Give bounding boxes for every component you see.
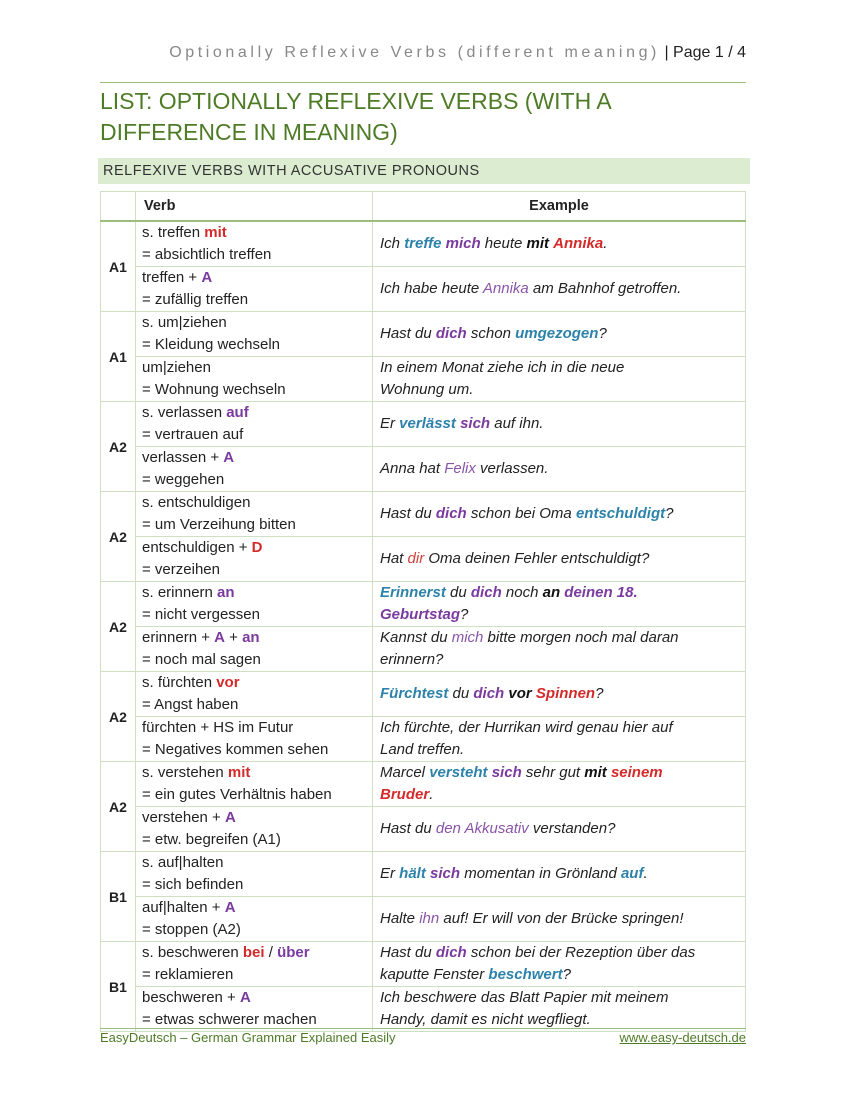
text-segment: seinem [610,764,663,781]
table-row [101,807,746,852]
text-segment: verlassen. [475,460,549,477]
text-segment: über [277,944,310,961]
cell-line [380,683,738,705]
text-segment: ? [665,505,674,522]
text-segment: Hast du [380,325,436,342]
text-segment: A [214,629,225,646]
text-segment: Marcel [380,764,430,781]
verb-cell [136,942,373,987]
text-segment: umgezogen [515,325,599,342]
text-segment: dich [435,325,467,342]
level-cell: B1 [101,852,136,942]
text-segment: Felix [444,460,476,477]
text-segment: Hast du [380,505,436,522]
table-row [101,357,746,402]
text-segment: = etwas schwerer machen [142,1011,317,1028]
cell-line [142,762,366,784]
table-row [101,852,746,897]
text-segment: auf [226,404,249,421]
table-row [101,402,746,447]
text-segment: schon bei der Rezeption über das [466,944,696,961]
cell-line [380,503,738,525]
table-row [101,672,746,717]
text-segment: du [445,584,471,601]
example-cell [373,672,746,717]
cell-line [142,942,366,964]
text-segment: Halte [380,910,420,927]
verb-cell [136,582,373,627]
text-segment: noch [501,584,543,601]
table-row [101,627,746,672]
text-segment: den Akkusativ [435,820,529,837]
verb-cell [136,897,373,942]
level-cell: A2 [101,672,136,762]
text-segment: A [223,449,235,466]
table-row [101,762,746,807]
text-segment: Ich habe heute [380,280,483,297]
text-segment: deinen 18. [564,584,638,601]
text-segment: treffen + [142,269,202,286]
text-segment: verlassen + [142,449,224,466]
cell-line [142,267,366,289]
text-segment: s. erinnern [142,584,218,601]
text-segment: du [448,685,474,702]
text-segment: entschuldigt [575,505,666,522]
cell-line [380,739,738,761]
text-segment: mit [227,764,251,781]
text-segment: vor [508,685,532,702]
cell-line [380,582,738,604]
text-segment: mit [584,764,607,781]
page-header [100,44,746,83]
example-cell [373,221,746,267]
text-segment: . [429,786,434,803]
section-heading: RELFEXIVE VERBS WITH ACCUSATIVE PRONOUNS [98,158,750,184]
text-segment: vor [216,674,240,691]
text-segment: fürchten + HS im Futur [142,719,294,736]
cell-line [380,627,738,649]
text-segment: + [224,629,243,646]
text-segment: Hast du [380,820,436,837]
table-row [101,221,746,267]
cell-line [142,222,366,244]
cell-line [142,447,366,469]
text-segment: schon bei Oma [466,505,576,522]
table-row [101,492,746,537]
text-segment: Hat [380,550,408,567]
text-segment: = sich befinden [142,876,244,893]
text-segment: heute [480,235,527,252]
verb-table [100,191,746,1032]
text-segment: verlässt [399,415,456,432]
example-cell [373,897,746,942]
text-segment: schon [466,325,516,342]
text-segment: Ich fürchte, der Hurrikan wird genau hier auf [380,719,673,736]
text-segment: = ein gutes Verhältnis haben [142,786,332,803]
cell-line [380,649,738,671]
header-separator: | [660,44,674,61]
cell-line [142,604,366,626]
text-segment: am Bahnhof getroffen. [528,280,682,297]
cell-line [142,627,366,649]
cell-line [380,762,738,784]
table-row [101,897,746,942]
cell-line [380,942,738,964]
verb-cell [136,807,373,852]
text-segment: s. um|ziehen [142,314,227,331]
text-segment: treffe [404,235,442,252]
verb-cell [136,267,373,312]
text-segment: beschwert [488,966,563,983]
cell-line [380,379,738,401]
footer-brand: EasyDeutsch – German Grammar Explained Easily [100,1030,396,1045]
text-segment: Anna hat [380,460,445,477]
verb-cell [136,492,373,537]
cell-line [380,717,738,739]
example-cell [373,942,746,987]
text-segment: bitte morgen noch mal daran [483,629,679,646]
verb-cell [136,672,373,717]
text-segment: erinnern + [142,629,215,646]
text-segment: um|ziehen [142,359,211,376]
verb-cell [136,537,373,582]
text-segment: s. beschweren [142,944,243,961]
verb-cell [136,627,373,672]
verb-cell [136,987,373,1032]
text-segment: D [251,539,263,556]
text-segment: = reklamieren [142,966,234,983]
verb-cell [136,852,373,897]
level-cell: A2 [101,582,136,672]
text-segment: an [242,629,260,646]
table-row [101,717,746,762]
text-segment: verstehen + [142,809,225,826]
cell-line [142,469,366,491]
text-segment: Annika [553,235,604,252]
table-header-row [101,192,746,222]
text-segment: sehr gut [521,764,585,781]
text-segment: dich [435,505,467,522]
cell-line [380,278,738,300]
cell-line [380,323,738,345]
example-cell [373,402,746,447]
level-cell: A2 [101,492,136,582]
verb-cell [136,312,373,357]
text-segment: kaputte Fenster [380,966,489,983]
table-row [101,987,746,1032]
cell-line [142,784,366,806]
text-segment: = vertrauen auf [142,426,244,443]
example-cell [373,987,746,1032]
verb-cell [136,762,373,807]
cell-line [142,537,366,559]
text-segment: mit [526,235,549,252]
page-footer [100,1028,746,1049]
text-segment: = Angst haben [142,696,239,713]
text-segment: auf! Er will von der Brücke springen! [439,910,684,927]
cell-line [142,244,366,266]
text-segment: = Wohnung wechseln [142,381,286,398]
text-segment: s. fürchten [142,674,217,691]
example-column-header: Example [373,192,746,222]
text-segment: Annika [482,280,529,297]
text-segment: Oma deinen Fehler entschuldigt? [424,550,650,567]
level-cell: A2 [101,762,136,852]
cell-line [142,514,366,536]
text-segment: sich [430,865,461,882]
text-segment: an [542,584,561,601]
cell-line [142,874,366,896]
table-row [101,582,746,627]
cell-line [142,334,366,356]
example-cell [373,627,746,672]
text-segment: Ich beschwere das Blatt Papier mit meinem [380,989,669,1006]
text-segment: s. verstehen [142,764,228,781]
text-segment: / [264,944,278,961]
verb-cell [136,717,373,762]
example-cell [373,447,746,492]
cell-line [380,604,738,626]
text-segment: ? [460,606,469,623]
document-title: LIST: OPTIONALLY REFLEXIVE VERBS (WITH A DIFFERENCE IN MEANING) [100,88,611,145]
level-column-header [101,192,136,222]
example-cell [373,537,746,582]
text-segment: dir [407,550,425,567]
example-cell [373,357,746,402]
text-segment: Er [380,865,400,882]
text-segment: A [239,989,251,1006]
text-segment: = um Verzeihung bitten [142,516,296,533]
text-segment: Erinnerst [380,584,446,601]
text-segment: dich [473,685,505,702]
text-segment: ihn [419,910,440,927]
cell-line [142,807,366,829]
text-segment: A [224,809,236,826]
cell-line [142,492,366,514]
verb-cell [136,447,373,492]
text-segment: ? [595,685,604,702]
text-segment: verstanden? [528,820,616,837]
text-segment: ? [598,325,607,342]
cell-line [380,357,738,379]
text-segment: A [224,899,236,916]
text-segment: momentan in Grönland [460,865,621,882]
cell-line [380,908,738,930]
text-segment: Spinnen [535,685,596,702]
text-segment: Hast du [380,944,436,961]
text-segment: Er [380,415,400,432]
text-segment: = nicht vergessen [142,606,260,623]
cell-line [142,402,366,424]
text-segment: = weggehen [142,471,225,488]
cell-line [380,458,738,480]
text-segment: dich [470,584,502,601]
text-segment: auf|halten + [142,899,225,916]
cell-line [142,717,366,739]
cell-line [142,987,366,1009]
text-segment: . [643,865,648,882]
example-cell [373,852,746,897]
example-cell [373,807,746,852]
example-cell [373,717,746,762]
cell-line [142,312,366,334]
text-segment: beschweren + [142,989,240,1006]
text-segment: s. treffen [142,224,205,241]
cell-line [142,672,366,694]
cell-line [380,784,738,806]
text-segment: Wohnung um. [380,381,474,398]
text-segment: s. verlassen [142,404,227,421]
text-segment: = verzeihen [142,561,220,578]
table-row [101,537,746,582]
text-segment: erinnern? [380,651,444,668]
cell-line [142,289,366,311]
text-segment: mit [204,224,227,241]
cell-line [380,964,738,986]
cell-line [142,559,366,581]
table-row [101,267,746,312]
verb-column-header: Verb [136,192,373,222]
level-cell: A2 [101,402,136,492]
cell-line [142,897,366,919]
table-body [101,221,746,1032]
text-segment: = etw. begreifen (A1) [142,831,281,848]
footer-link[interactable]: www.easy-deutsch.de [619,1030,746,1045]
cell-line [380,818,738,840]
text-segment: versteht [429,764,488,781]
text-segment: Kannst du [380,629,452,646]
cell-line [142,919,366,941]
table-row [101,447,746,492]
text-segment: sich [460,415,491,432]
verb-cell [136,221,373,267]
text-segment: s. entschuldigen [142,494,251,511]
cell-line [142,424,366,446]
text-segment: Geburtstag [380,606,461,623]
cell-line [142,829,366,851]
text-segment: mich [451,629,484,646]
page-number: Page 1 / 4 [673,44,746,61]
text-segment: ? [562,966,571,983]
text-segment: Land treffen. [380,741,465,758]
text-segment: Fürchtest [380,685,449,702]
level-cell: B1 [101,942,136,1032]
text-segment: Handy, damit es nicht wegfliegt. [380,1011,591,1028]
text-segment: sich [491,764,522,781]
text-segment: entschuldigen + [142,539,252,556]
cell-line [380,233,738,255]
cell-line [142,649,366,671]
example-cell [373,312,746,357]
running-title: Optionally Reflexive Verbs (different meaning) [169,44,660,61]
verb-cell [136,357,373,402]
text-segment: auf ihn. [490,415,544,432]
text-segment: mich [445,235,481,252]
cell-line [142,582,366,604]
cell-line [380,548,738,570]
text-segment: = stoppen (A2) [142,921,241,938]
cell-line [142,379,366,401]
text-segment: auf [620,865,644,882]
text-segment: = zufällig treffen [142,291,249,308]
cell-line [380,413,738,435]
text-segment: = Negatives kommen sehen [142,741,329,758]
text-segment: Bruder [380,786,430,803]
cell-line [380,987,738,1009]
text-segment: = noch mal sagen [142,651,261,668]
text-segment: A [201,269,213,286]
example-cell [373,582,746,627]
text-segment: bei [242,944,265,961]
level-cell: A1 [101,312,136,402]
cell-line [142,694,366,716]
text-segment: = absichtlich treffen [142,246,272,263]
text-segment: . [603,235,608,252]
cell-line [142,739,366,761]
text-segment: dich [435,944,467,961]
level-cell: A1 [101,221,136,312]
example-cell [373,492,746,537]
text-segment: = Kleidung wechseln [142,336,281,353]
text-segment: In einem Monat ziehe ich in die neue [380,359,625,376]
cell-line [142,964,366,986]
text-segment: s. auf|halten [142,854,224,871]
cell-line [142,357,366,379]
table-row [101,942,746,987]
text-segment: Ich [380,235,405,252]
text-segment: an [217,584,235,601]
example-cell [373,267,746,312]
cell-line [142,852,366,874]
verb-cell [136,402,373,447]
table-row [101,312,746,357]
example-cell [373,762,746,807]
cell-line [380,863,738,885]
text-segment: hält [399,865,426,882]
